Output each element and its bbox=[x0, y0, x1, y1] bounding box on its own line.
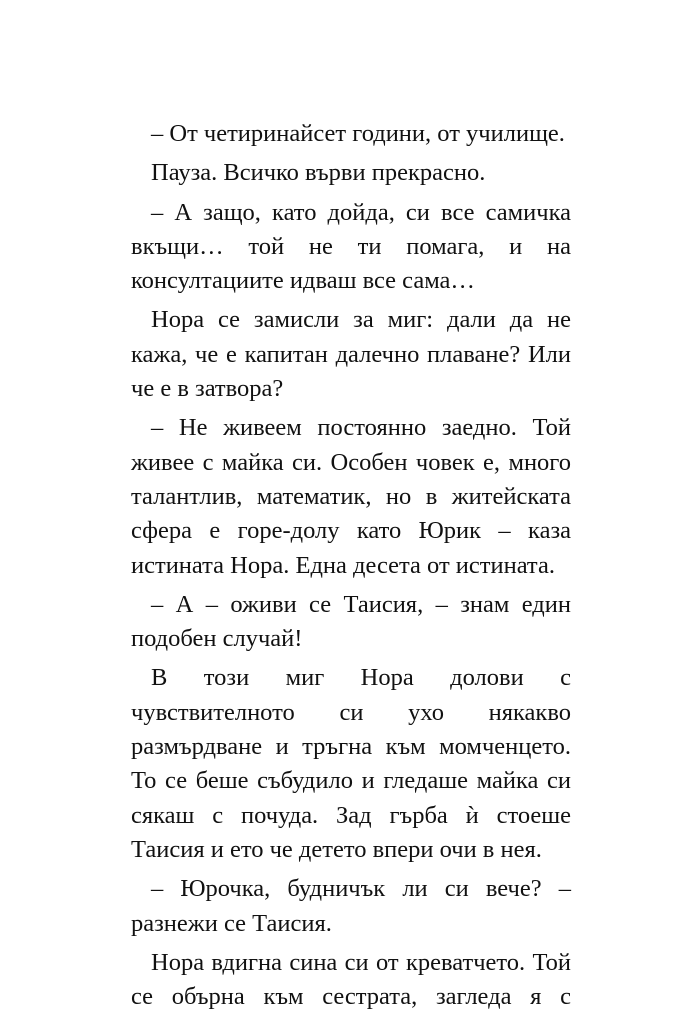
paragraph: – От четиринайсет години, от училище. bbox=[151, 120, 565, 147]
paragraph: – Не живеем постоянно заедно. Той живее с майка си. Особен човек е, много талантлив, математик, но в житейската сфера е горе-долу като Юрик – каза истината Нора. Една десета от истината. bbox=[131, 414, 571, 579]
paragraph: – Юрочка, будничък ли си вече? – разнежи се Таисия. bbox=[131, 875, 571, 937]
paragraph: Пауза. Всичко върви прекрасно. bbox=[151, 159, 486, 187]
paragraph: Нора вдигна сина си от креватчето. Той се обърна към сестрата, загледа я с bbox=[131, 948, 571, 1011]
body-text bbox=[131, 117, 571, 1019]
paragraph: – А – оживи се Таисия, – знам един подобен случай! bbox=[131, 590, 571, 653]
paragraph: – А защо, като дойда, си все самичка вкъщи… той не ти помага, и на консултациите идваш все сама… bbox=[131, 198, 571, 295]
paragraph: Нора се замисли за миг: дали да не кажа, че е капитан далечно плаване? Или че е в затвора? bbox=[131, 306, 571, 403]
paragraph: В този миг Нора долови с чувствителното си ухо някакво размърдване и тръгна към момченцето. То се беше събудило и гледаше майка си сякаш с почуда. Зад гърба ѝ стоеше Таисия и ето че детето впери очи в нея. bbox=[131, 664, 571, 863]
